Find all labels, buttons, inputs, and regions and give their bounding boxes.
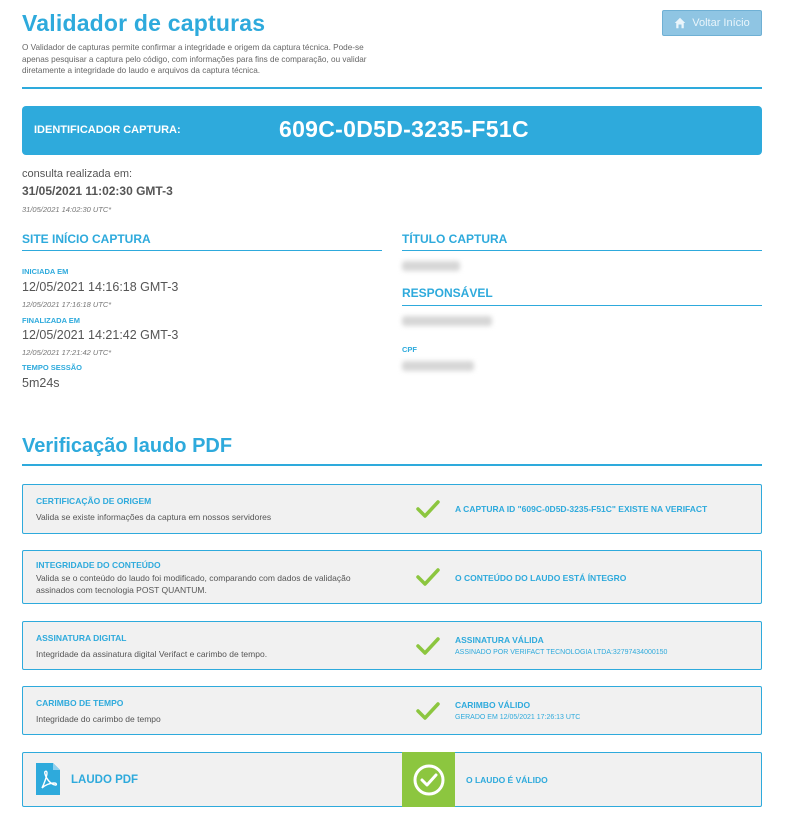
check-card-origin — [22, 484, 762, 534]
responsible-heading: RESPONSÁVEL — [402, 286, 493, 300]
redacted-title — [402, 261, 460, 271]
check-description: Integridade do carimbo de tempo — [36, 714, 161, 724]
check-description: Valida se existe informações da captura em nossos servidores — [36, 512, 272, 522]
capture-id-label: IDENTIFICADOR CAPTURA: — [34, 124, 181, 136]
back-home-button[interactable] — [662, 10, 762, 36]
back-home-label: Voltar Início — [692, 17, 750, 29]
check-icon — [416, 567, 440, 587]
check-title: CERTIFICAÇÃO DE ORIGEM — [36, 496, 152, 506]
redacted-responsible — [402, 316, 492, 326]
check-title: CARIMBO DE TEMPO — [36, 698, 124, 708]
started-utc: 12/05/2021 17:16:18 UTC* — [22, 300, 112, 309]
consult-date: 31/05/2021 11:02:30 GMT-3 — [22, 184, 173, 198]
session-value: 5m24s — [22, 376, 60, 390]
pdf-file-icon — [35, 762, 61, 796]
redacted-cpf — [402, 361, 474, 371]
site-heading: SITE INÍCIO CAPTURA — [22, 232, 151, 246]
verification-title: Verificação laudo PDF — [22, 435, 233, 457]
check-card-timestamp — [22, 686, 762, 735]
check-sub: ASSINADO POR VERIFACT TECNOLOGIA LTDA:32797434000150 — [455, 649, 668, 656]
finished-value: 12/05/2021 14:21:42 GMT-3 — [22, 328, 179, 342]
pdf-valid-text: O LAUDO É VÁLIDO — [466, 775, 548, 785]
header-divider — [22, 87, 762, 89]
check-icon — [416, 636, 440, 656]
site-divider — [22, 250, 382, 251]
started-value: 12/05/2021 14:16:18 GMT-3 — [22, 280, 179, 294]
finished-label: FINALIZADA EM — [22, 316, 81, 325]
check-result: A CAPTURA ID "609C-0D5D-3235-F51C" EXISTE NA VERIFACT — [455, 504, 708, 514]
started-label: INICIADA EM — [22, 267, 69, 276]
check-icon — [416, 701, 440, 721]
check-title: INTEGRIDADE DO CONTEÚDO — [36, 560, 161, 570]
finished-utc: 12/05/2021 17:21:42 UTC* — [22, 348, 112, 357]
pdf-report-card[interactable] — [22, 752, 762, 807]
session-label: TEMPO SESSÃO — [22, 363, 83, 372]
consult-utc: 31/05/2021 14:02:30 UTC* — [22, 205, 112, 214]
valid-status-box — [402, 752, 455, 807]
check-description: Valida se o conteúdo do laudo foi modificado, comparando com dados de validação assinados com tecnologia POST QUANTUM. — [36, 573, 351, 595]
capture-id-value: 609C-0D5D-3235-F51C — [279, 116, 529, 142]
cpf-label: CPF — [402, 345, 417, 354]
pdf-report-label: LAUDO PDF — [71, 774, 139, 786]
check-result: ASSINATURA VÁLIDA — [455, 635, 544, 645]
home-icon — [674, 17, 686, 29]
title-heading: TÍTULO CAPTURA — [402, 232, 508, 246]
check-title: ASSINATURA DIGITAL — [36, 633, 127, 643]
check-icon — [416, 499, 440, 519]
page-title: Validador de capturas — [22, 10, 266, 36]
check-card-integrity — [22, 550, 762, 604]
check-sub: GERADO EM 12/05/2021 17:26:13 UTC — [455, 714, 581, 721]
intro-text: O Validador de capturas permite confirmar a integridade e origem da captura técnica. Pode-se apenas pesquisar a captura pelo código, com informações para fins de comparação, ou validar diretamente a integridade do laudo e arquivos da captura técnica. — [22, 43, 367, 75]
responsible-divider — [402, 305, 762, 306]
check-description: Integridade da assinatura digital Verifact e carimbo de tempo. — [36, 649, 268, 659]
check-result: O CONTEÚDO DO LAUDO ESTÁ ÍNTEGRO — [455, 573, 627, 583]
check-result: CARIMBO VÁLIDO — [455, 700, 531, 710]
verification-divider — [22, 464, 762, 466]
capture-id-banner — [22, 106, 762, 155]
title-divider — [402, 250, 762, 251]
check-circle-icon — [412, 763, 446, 797]
check-card-signature — [22, 621, 762, 670]
consult-label: consulta realizada em: — [22, 168, 133, 180]
